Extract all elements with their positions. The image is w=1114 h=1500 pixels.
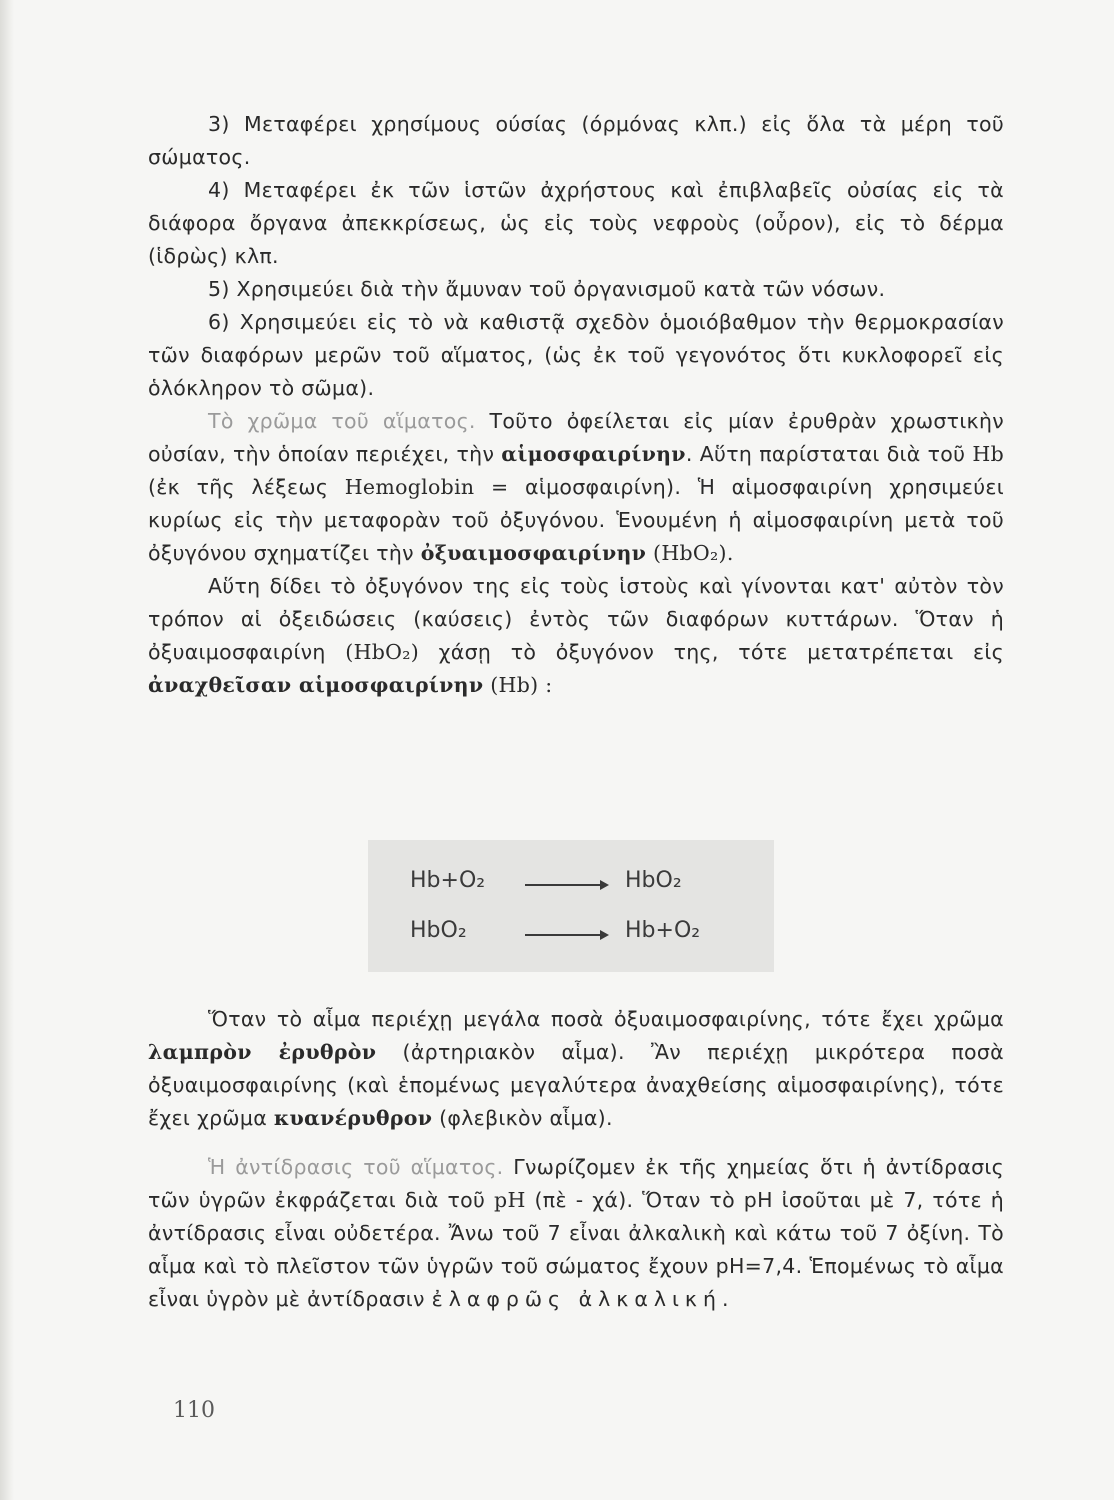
text-run: Γνωρίζομεν ἐκ τῆς χημείας ὅτι ἡ ἀντίδρασις τῶν ὑγρῶν ἐκφράζεται διὰ τοῦ [148, 1155, 1004, 1212]
paragraph-3: 3) Μεταφέρει χρησίμους ούσίας (όρμόνας κλπ.) εἰς ὅλα τὰ μέρη τοῦ σώματος. [148, 112, 1004, 169]
reaction-row [410, 918, 750, 954]
text-run: Αὕτη δίδει τὸ ὀξυγόνον της εἰς τοὺς ἱστοὺς καὶ γίνονται κατ' αὐτὸν τὸν τρόπον αἱ ὀξειδώσεις (καύσεις) ἐντὸς τῶν διαφόρων κυττάρων. Ὅταν ἡ ὀξυαιμοσφαιρίνη [148, 574, 1004, 664]
section-heading-blood-reaction: Ἡ ἀντίδρασις τοῦ αἵματος. [208, 1155, 504, 1179]
formula-hbo2: (HbO₂) [345, 640, 420, 664]
text-run: = αἱμοσφαιρίνη). Ἡ αἱμοσφαιρίνη χρησιμεύει κυρίως εἰς τὴν μεταφορὰν τοῦ ὀξυγόνου. Ἑνουμένη ἡ αἱμοσφαιρίνη μετὰ τοῦ ὀξυγόνου σχηματίζει τὴν [148, 475, 1005, 565]
term-hemoglobin: αἱμοσφαιρίνην [501, 442, 686, 466]
symbol-ph: pH [494, 1188, 526, 1212]
body-text-lower [148, 1003, 1004, 1316]
page-number: 110 [173, 1398, 215, 1423]
section-heading-blood-color: Τὸ χρῶμα τοῦ αἵματος. [208, 409, 476, 433]
reaction-rhs: Hb+O₂ [625, 918, 701, 943]
paragraph-5: 5) Χρησιμεύει διὰ τὴν ἄμυναν τοῦ ὀργανισμοῦ κατὰ τῶν νόσων. [208, 277, 886, 301]
word-hemoglobin: Hemoglobin [344, 475, 475, 499]
text-run: (ἐκ τῆς λέξεως [148, 475, 345, 499]
reaction-box [368, 840, 774, 972]
text-run: . [721, 1287, 729, 1311]
term-bright-red: λαμπρὸν ἐρυθρὸν [148, 1040, 377, 1064]
text-run: . Αὕτη παρίσταται διὰ τοῦ [685, 442, 973, 466]
reaction-lhs: HbO₂ [410, 918, 467, 943]
text-run: χάσῃ τὸ ὀξυγόνον της, τότε μετατρέπεται εἰς [419, 640, 1004, 664]
paragraph-oxygen [148, 570, 1004, 702]
formula-hbo2: (HbO₂). [646, 541, 734, 565]
paragraph-blood-shades [148, 1003, 1004, 1135]
term-reduced-hemoglobin: ἀναχθεῖσαν αἱμοσφαιρίνην [148, 673, 484, 697]
paragraph-6: 6) Χρησιμεύει εἰς τὸ νὰ καθιστᾷ σχεδὸν ὁμοιόβαθμον τὴν θερμοκρασίαν τῶν διαφόρων μερῶν τοῦ αἵματος, (ὡς ἐκ τοῦ γεγονότος ὅτι κυκλοφορεῖ εἰς ὁλόκληρον τὸ σῶμα). [148, 310, 1004, 400]
symbol-hb: Hb [972, 442, 1004, 466]
term-bluish-red: κυανέρυθρον [273, 1106, 433, 1130]
right-arrow-icon [525, 934, 607, 936]
page-edge [0, 0, 14, 1500]
text-run: (φλεβικὸν αἷμα). [432, 1106, 613, 1130]
term-oxyhemoglobin: ὀξυαιμοσφαιρίνην [420, 541, 647, 565]
text-run: Τοῦτο ὀφείλεται εἰς μίαν ἐρυθρὰν χρωστικὴν οὐσίαν, τὴν ὁποίαν περιέχει, τὴν [148, 409, 1004, 466]
body-text [148, 108, 1004, 702]
paragraph-blood-reaction [148, 1151, 1004, 1316]
paragraph-4: 4) Μεταφέρει ἐκ τῶν ἱστῶν ἀχρήστους καὶ ἐπιβλαβεῖς οὐσίας εἰς τὰ διάφορα ὄργανα ἀπεκκρίσεως, ὡς εἰς τοὺς νεφροὺς (οὖρον), εἰς τὸ δέρμα (ἱδρὼς) κλπ. [148, 178, 1004, 268]
formula-hb: (Hb) : [483, 673, 553, 697]
paragraph-blood-color [148, 405, 1004, 570]
reaction-lhs: Hb+O₂ [410, 868, 486, 893]
text-run: (ἀρτηριακὸν αἷμα). Ἂν περιέχῃ μικρότερα ποσὰ ὀξυαιμοσφαιρίνης (καὶ ἑπομένως μεγαλύτερα ἀναχθείσης αἱμοσφαιρίνης), τότε ἔχει χρῶμα [148, 1040, 1004, 1130]
emphasis-slightly-alkaline: ἐλαφρῶς ἀλκαλική [431, 1287, 722, 1311]
right-arrow-icon [525, 884, 607, 886]
reaction-row [410, 868, 750, 904]
spacer [148, 1135, 1004, 1151]
text-run: (πὲ - χά). Ὅταν τὸ pH ἰσοῦται μὲ 7, τότε ἡ ἀντίδρασις εἶναι οὐδετέρα. Ἄνω τοῦ 7 εἶναι ἀλκαλικὴ καὶ κάτω τοῦ 7 ὀξίνη. Τὸ αἷμα καὶ τὸ πλεῖστον τῶν ὑγρῶν τοῦ σώματος ἔχουν pH=7,4. Ἑπομένως τὸ αἷμα εἶναι ὑγρὸν μὲ ἀντίδρασιν [148, 1188, 1004, 1311]
text-run: Ὅταν τὸ αἷμα περιέχῃ μεγάλα ποσὰ ὀξυαιμοσφαιρίνης, τότε ἔχει χρῶμα [208, 1007, 1004, 1031]
reaction-rhs: HbO₂ [625, 868, 682, 893]
